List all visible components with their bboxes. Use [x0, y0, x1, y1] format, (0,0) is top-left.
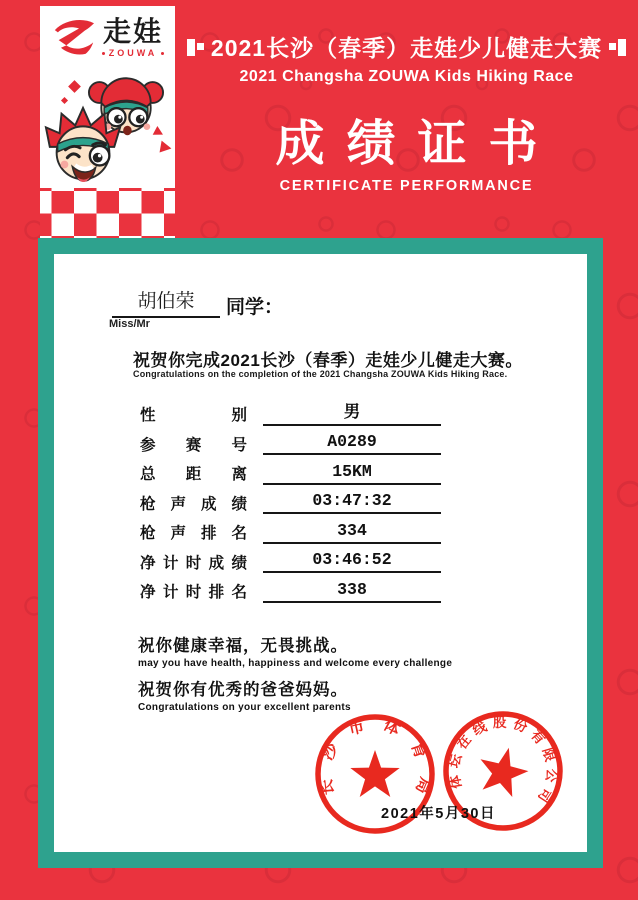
field-label: 净计时排名	[140, 584, 247, 601]
brand-panel	[40, 6, 175, 238]
field-label: 总距离	[140, 466, 247, 483]
field-value: 15KM	[263, 463, 441, 485]
field-value: A0289	[263, 433, 441, 455]
field-value: 334	[263, 522, 441, 544]
result-fields	[140, 396, 441, 603]
field-value: 03:47:32	[263, 492, 441, 514]
congrats-line-en: Congratulations on the completion of the 2021 Changsha ZOUWA Kids Hiking Race.	[133, 369, 508, 379]
wish-2-cn: 祝贺你有优秀的爸爸妈妈。	[138, 681, 348, 699]
stamp-org-text: 体坛在线股份有限公司	[446, 714, 560, 810]
checkerboard-band	[40, 188, 175, 238]
wish-1-cn: 祝你健康幸福，无畏挑战。	[138, 637, 348, 655]
field-row-net-time	[140, 544, 441, 574]
logo-dot-left	[102, 52, 105, 55]
title-bracket-left-icon	[187, 34, 202, 60]
field-label: 枪声成绩	[140, 495, 247, 513]
brand-name-en: ZOUWA	[108, 48, 158, 59]
event-title-cn: 2021长沙（春季）走娃少儿健走大赛	[210, 35, 603, 61]
zouwa-swoosh-icon	[51, 17, 97, 57]
certificate-date: 2021年5月30日	[381, 806, 496, 822]
event-title-en: 2021 Changsha ZOUWA Kids Hiking Race	[239, 68, 574, 85]
congrats-line-cn: 祝贺你完成2021长沙（春季）走娃少儿健走大赛。	[133, 351, 523, 370]
field-label: 净计时成绩	[140, 554, 247, 572]
field-label: 枪声排名	[140, 525, 247, 542]
logo-dot-right	[161, 52, 164, 55]
certificate-title-en: CERTIFICATE PERFORMANCE	[279, 177, 534, 194]
field-row-gender	[140, 396, 441, 426]
field-value: 338	[263, 581, 441, 603]
field-row-distance	[140, 455, 441, 485]
field-row-gun-rank	[140, 514, 441, 544]
sparkle-icon	[68, 80, 81, 93]
field-row-net-rank	[140, 573, 441, 603]
field-row-gun-time	[140, 485, 441, 515]
zouwa-logo	[40, 17, 175, 58]
certificate-body	[38, 238, 603, 868]
wishes-block	[138, 632, 452, 720]
recipient-sub-label: Miss/Mr	[109, 318, 150, 330]
field-label: 参赛号	[140, 436, 247, 454]
recipient-name: 胡伯荣	[112, 286, 220, 318]
stamp-org-text: 长沙市体育局	[316, 714, 435, 811]
field-value: 男	[263, 404, 441, 426]
field-label: 性别	[140, 407, 247, 424]
title-bracket-right-icon	[611, 34, 626, 60]
mascot-boy-icon	[42, 102, 124, 184]
header	[175, 0, 638, 194]
wish-1-en: may you have health, happiness and welcome every challenge	[138, 658, 453, 669]
field-row-bib	[140, 426, 441, 456]
wish-2-en: Congratulations on your excellent parents	[138, 702, 351, 713]
certificate-title-cn: 成绩证书	[275, 117, 560, 171]
brand-name-cn: 走娃	[102, 16, 163, 47]
triangle-accent-icon	[160, 141, 173, 155]
field-value: 03:46:52	[263, 551, 441, 573]
recipient-suffix: 同学：	[226, 297, 284, 318]
